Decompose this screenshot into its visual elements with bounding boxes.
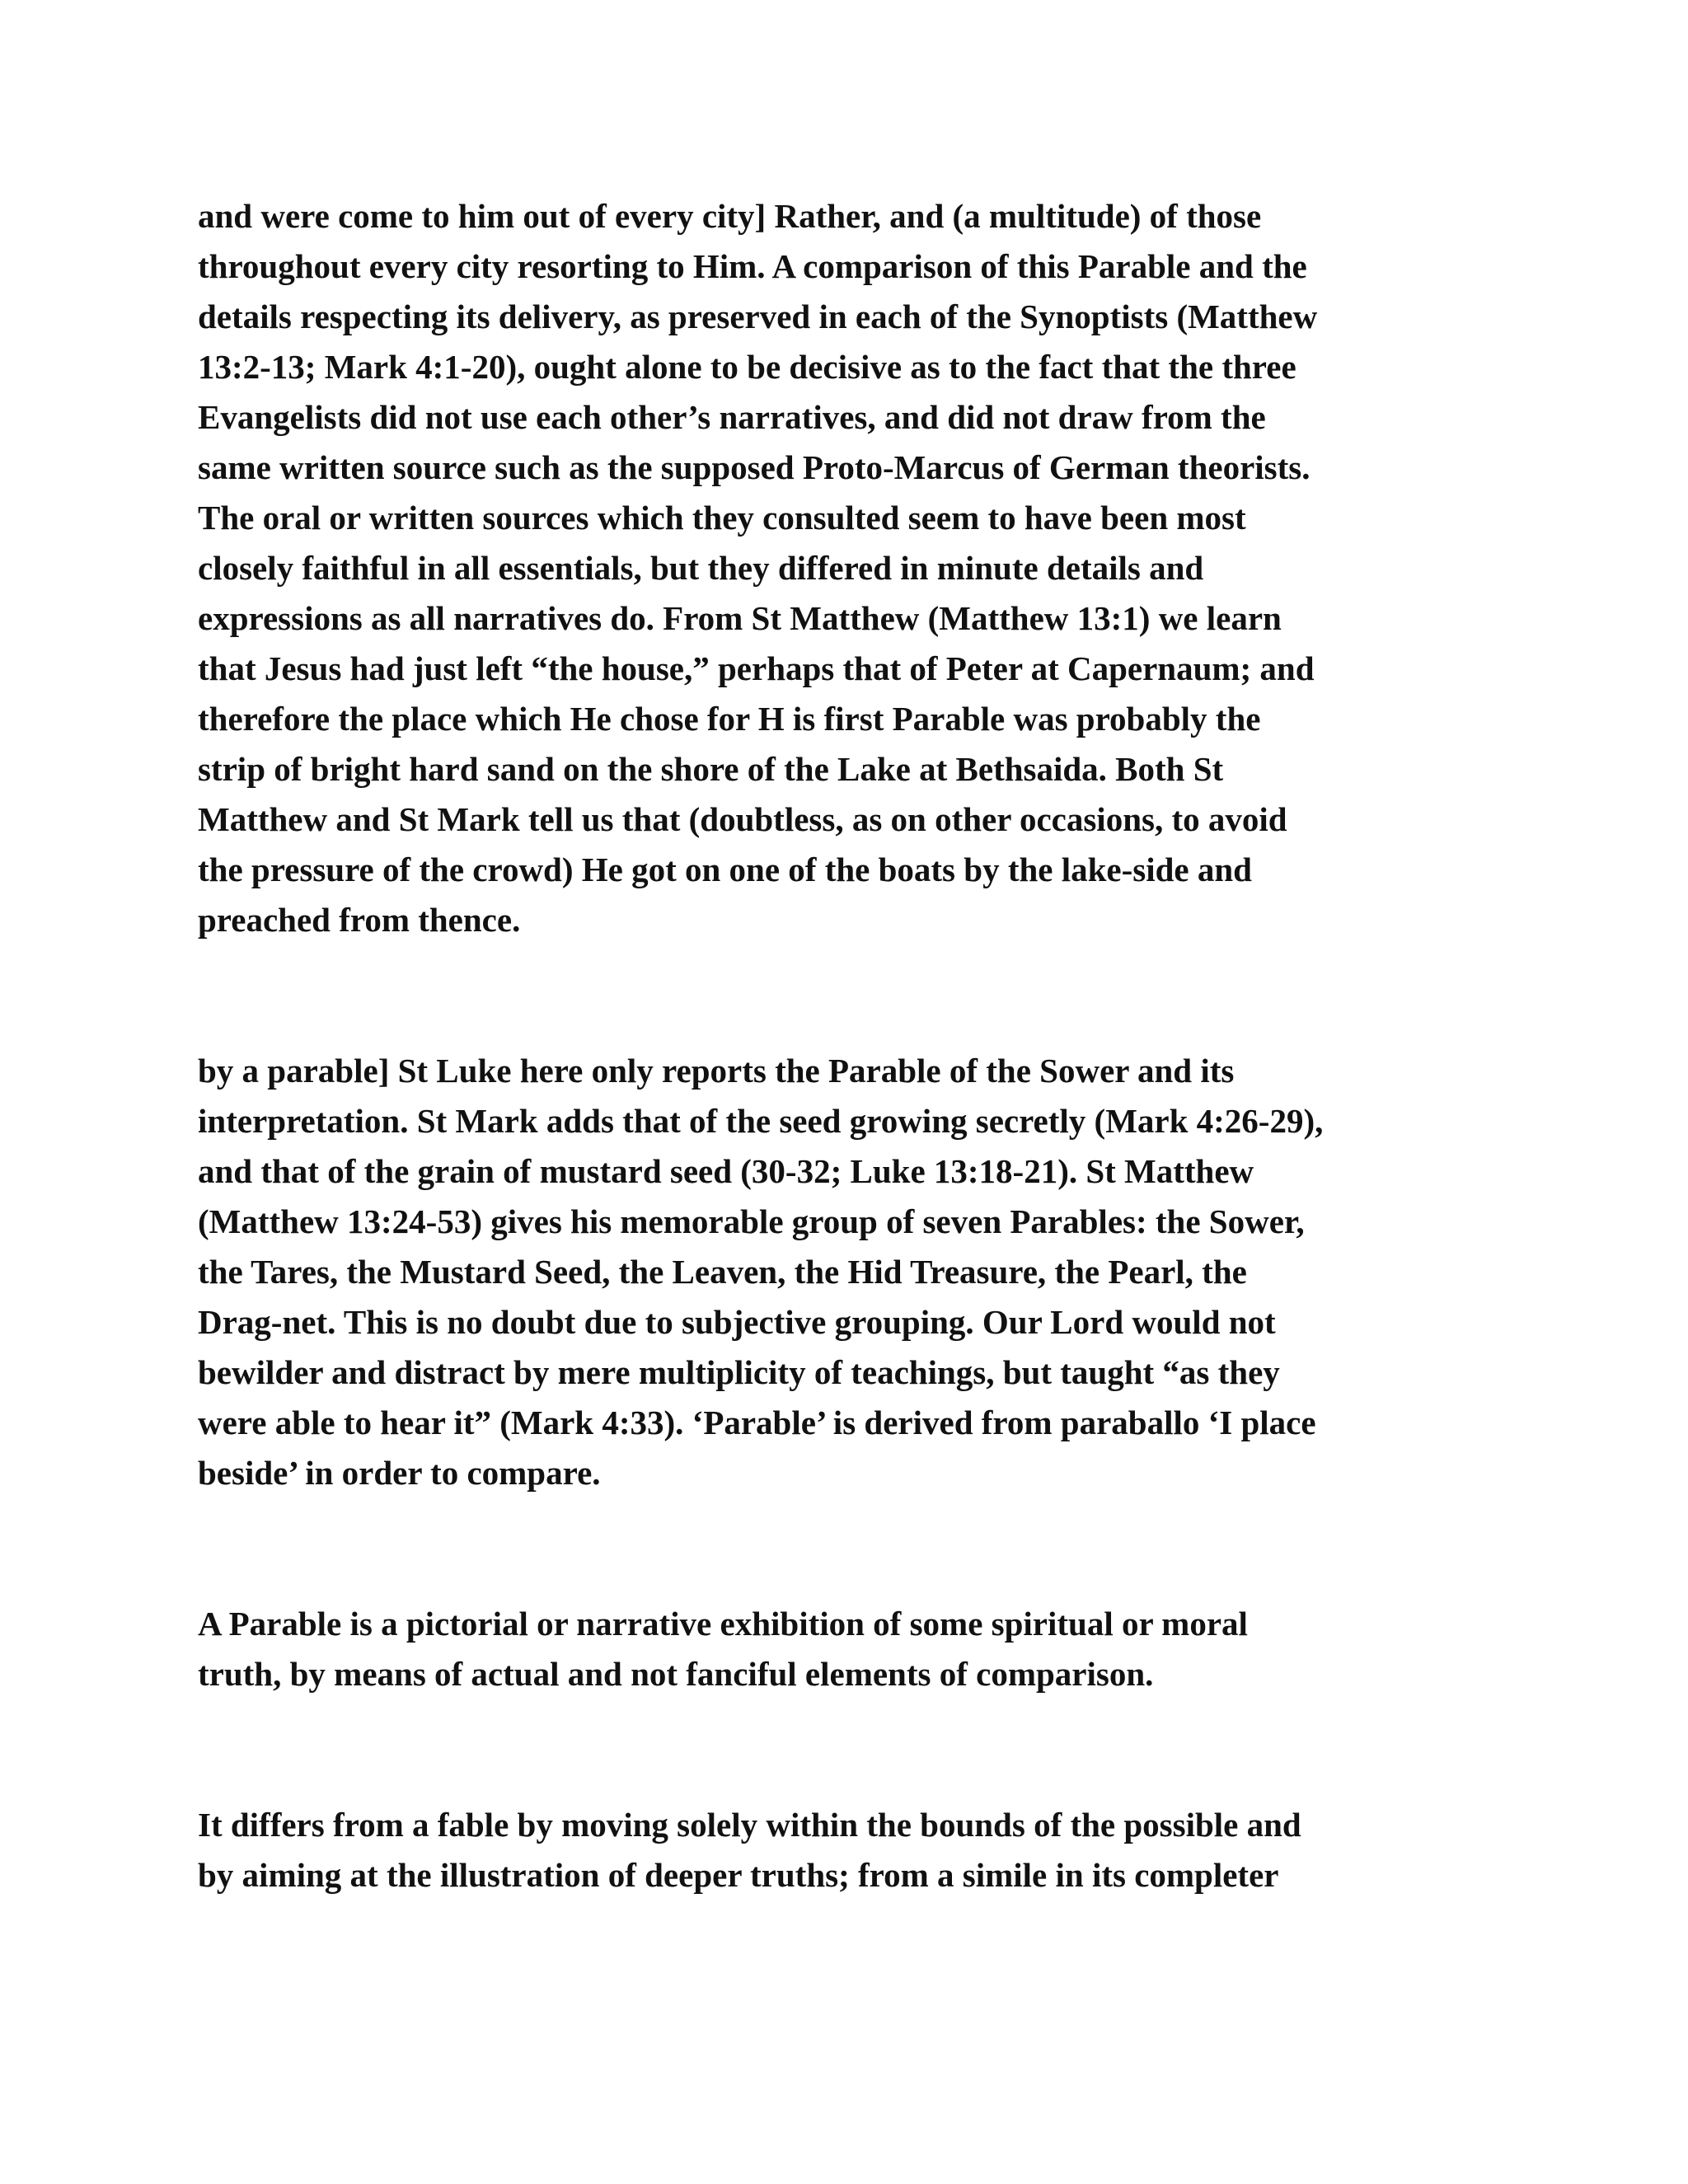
- text-line: bewilder and distract by mere multiplicity of teachings, but taught “as they: [198, 1353, 1280, 1391]
- text-line: details respecting its delivery, as preserved in each of the Synoptists (Matthew: [198, 298, 1318, 335]
- text-line: throughout every city resorting to Him. A comparison of this Parable and the: [198, 247, 1307, 285]
- text-line: by a parable] St Luke here only reports the Parable of the Sower and its: [198, 1052, 1235, 1090]
- paragraph-spacer: [198, 1498, 1500, 1599]
- text-line: and were come to him out of every city] Rather, and (a multitude) of those: [198, 197, 1262, 235]
- paragraph-spacer: [198, 1699, 1500, 1800]
- text-line: were able to hear it” (Mark 4:33). ‘Parable’ is derived from paraballo ‘I place: [198, 1404, 1316, 1441]
- text-line: same written source such as the supposed Proto-Marcus of German theorists.: [198, 448, 1311, 486]
- paragraph-multitude: [198, 191, 1500, 945]
- text-line: closely faithful in all essentials, but they differed in minute details and: [198, 549, 1204, 587]
- text-line: by aiming at the illustration of deeper truths; from a simile in its completer: [198, 1856, 1279, 1894]
- paragraph-parable-definition: [198, 1599, 1500, 1699]
- text-line: strip of bright hard sand on the shore of the Lake at Bethsaida. Both St: [198, 750, 1224, 788]
- text-line: the Tares, the Mustard Seed, the Leaven, the Hid Treasure, the Pearl, the: [198, 1253, 1247, 1291]
- text-line: and that of the grain of mustard seed (30-32; Luke 13:18-21). St Matthew: [198, 1152, 1254, 1190]
- text-line: that Jesus had just left “the house,” perhaps that of Peter at Capernaum; and: [198, 649, 1315, 687]
- paragraph-differs-from-fable: [198, 1800, 1500, 1900]
- document-body: [198, 191, 1500, 1900]
- text-line: (Matthew 13:24-53) gives his memorable group of seven Parables: the Sower,: [198, 1202, 1305, 1240]
- text-line: therefore the place which He chose for H is first Parable was probably the: [198, 700, 1261, 738]
- paragraph-spacer: [198, 945, 1500, 1046]
- text-line: It differs from a fable by moving solely within the bounds of the possible and: [198, 1806, 1301, 1844]
- text-line: The oral or written sources which they consulted seem to have been most: [198, 499, 1246, 537]
- text-line: truth, by means of actual and not fanciful elements of comparison.: [198, 1655, 1154, 1693]
- paragraph-by-a-parable: [198, 1046, 1500, 1498]
- text-line: beside’ in order to compare.: [198, 1454, 601, 1492]
- text-line: Drag-net. This is no doubt due to subjective grouping. Our Lord would not: [198, 1303, 1276, 1341]
- text-line: 13:2-13; Mark 4:1-20), ought alone to be decisive as to the fact that the three: [198, 348, 1296, 386]
- text-line: interpretation. St Mark adds that of the seed growing secretly (Mark 4:26-29),: [198, 1102, 1324, 1140]
- text-line: the pressure of the crowd) He got on one of the boats by the lake-side and: [198, 851, 1252, 888]
- text-line: Matthew and St Mark tell us that (doubtless, as on other occasions, to avoid: [198, 800, 1287, 838]
- text-line: expressions as all narratives do. From St Matthew (Matthew 13:1) we learn: [198, 599, 1282, 637]
- text-line: preached from thence.: [198, 901, 521, 939]
- text-line: A Parable is a pictorial or narrative exhibition of some spiritual or moral: [198, 1605, 1248, 1643]
- text-line: Evangelists did not use each other’s narratives, and did not draw from the: [198, 398, 1266, 436]
